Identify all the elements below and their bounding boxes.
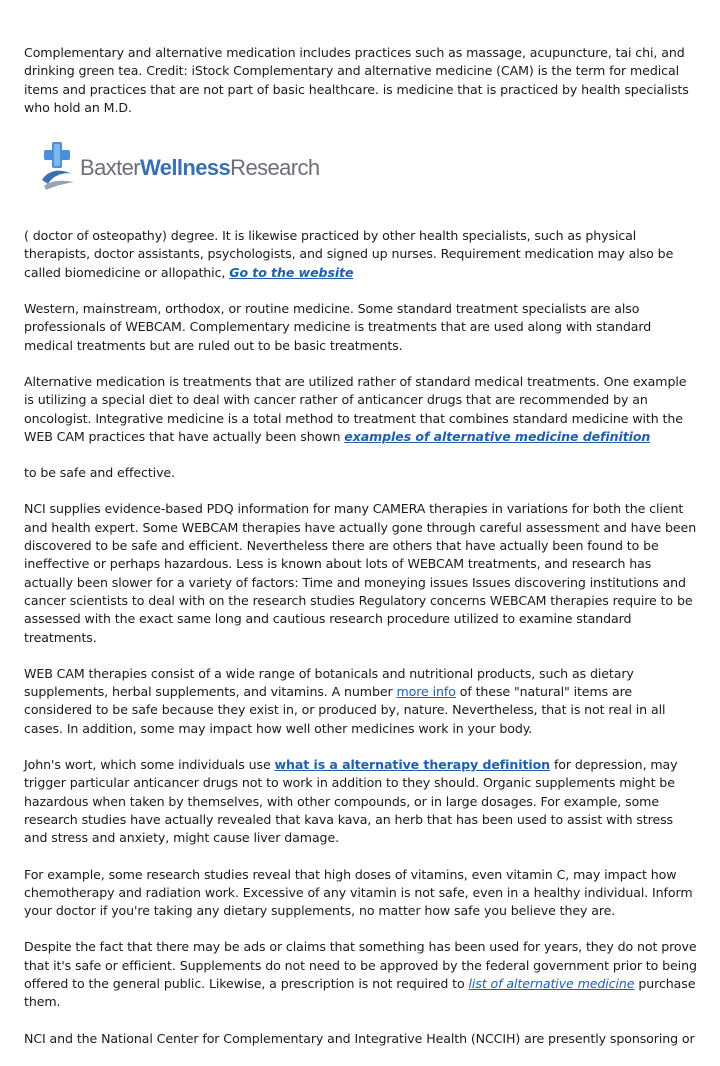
baxter-wellness-research-logo	[38, 135, 700, 197]
paragraph-4	[24, 373, 700, 446]
logo-word-baxter: Baxter	[80, 155, 140, 181]
paragraph-8-text-b: for depression, may trigger particular anticancer drugs not to work in addition to they should. Organic supplements might be hazardous when taken by themselves, with other compounds, or in large dosages. For example, some research studies have actually revealed that kava kava, an herb that has been used to assist with stress and stress and anxiety, might cause liver damage.	[24, 757, 678, 846]
paragraph-10-text-a: Despite the fact that there may be ads or claims that something has been used for years, they do not prove that it's safe or efficient. Supplements do not need to be approved by the federal government prior to being offered to the general public. Likewise, a prescription is not required to	[24, 939, 697, 991]
paragraph-2	[24, 227, 700, 282]
alternative-therapy-definition-link[interactable]: what is a alternative therapy definition	[274, 757, 551, 773]
document-body	[24, 44, 700, 1066]
paragraph-8-text-a: John's wort, which some individuals use	[24, 757, 275, 773]
paragraph-9: For example, some research studies reveal that high doses of vitamins, even vitamin C, may impact how chemotherapy and radiation work. Excessive of any vitamin is not safe, even in a healthy individual. Inform your doctor if you're taking any dietary supplements, no matter how safe you believe they are.	[24, 866, 693, 919]
logo-word-research: Research	[230, 155, 320, 181]
paragraph-8	[24, 756, 700, 847]
paragraph-5: to be safe and effective.	[24, 465, 175, 481]
paragraph-11: NCI and the National Center for Complementary and Integrative Health (NCCIH) are presently sponsoring or	[24, 1030, 695, 1046]
list-of-alternative-medicine-link[interactable]: list of alternative medicine	[468, 975, 635, 991]
alternative-medicine-definition-link[interactable]: examples of alternative medicine definition	[344, 428, 651, 444]
more-info-link[interactable]: more info	[396, 684, 456, 700]
paragraph-10	[24, 938, 700, 1011]
logo-wordmark	[80, 155, 320, 181]
paragraph-3: Western, mainstream, orthodox, or routine medicine. Some standard treatment specialists are also professionals of WEBCAM. Complementary medicine is treatments that are used along with standard medical treatments but are ruled out to be basic treatments.	[24, 301, 652, 353]
logo-word-wellness: Wellness	[139, 155, 231, 181]
paragraph-4-text: Alternative medication is treatments that are utilized rather of standard medical treatments. One example is utilizing a special diet to deal with cancer rather of anticancer drugs that are recommended by an oncologist. Integrative medicine is a total method to treatment that combines standard medicine with the WEB CAM practices that have actually been shown	[24, 373, 687, 444]
paragraph-6: NCI supplies evidence-based PDQ information for many CAMERA therapies in variations for both the client and health expert. Some WEBCAM therapies have actually gone through careful assessment and have been discovered to be safe and efficient. Nevertheless there are others that have actually been found to be ineffective or perhaps hazardous. Less is known about lots of WEBCAM treatments, and research has actually been slower for a variety of factors: Time and moneying issues Issues discovering institutions and cancer scientists to deal with on the research studies Regulatory concerns WEBCAM therapies require to be assessed with the exact same long and cautious research procedure utilized to examine standard treatments.	[24, 501, 697, 645]
paragraph-1: Complementary and alternative medication includes practices such as massage, acupuncture, tai chi, and drinking green tea. Credit: iStock Complementary and alternative medicine (CAM) is the term for medical items and practices that are not part of basic healthcare. is medicine that is practiced by health specialists who hold an M.D.	[24, 45, 689, 115]
paragraph-7	[24, 665, 700, 738]
go-to-website-link[interactable]: Go to the website	[229, 264, 354, 280]
paragraph-7-text-a: WEB CAM therapies consist of a wide range of botanicals and nutritional products, such as dietary supplements, herbal supplements, and vitamins. A number	[24, 665, 634, 700]
paragraph-2-text: ( doctor of osteopathy) degree. It is likewise practiced by other health specialists, such as physical therapists, doctor assistants, psychologists, and signed up nurses. Requirement medication may also be called biomedicine or allopathic,	[24, 228, 674, 280]
paragraph-7-text-b: of these "natural" items are considered to be safe because they exist in, or produced by, nature. Nevertheless, that is not real in all cases. In addition, some may impact how well other medicines work in your body.	[24, 684, 666, 736]
paragraph-10-text-b: purchase them.	[24, 975, 696, 1010]
medical-cross-person-icon	[38, 140, 78, 192]
